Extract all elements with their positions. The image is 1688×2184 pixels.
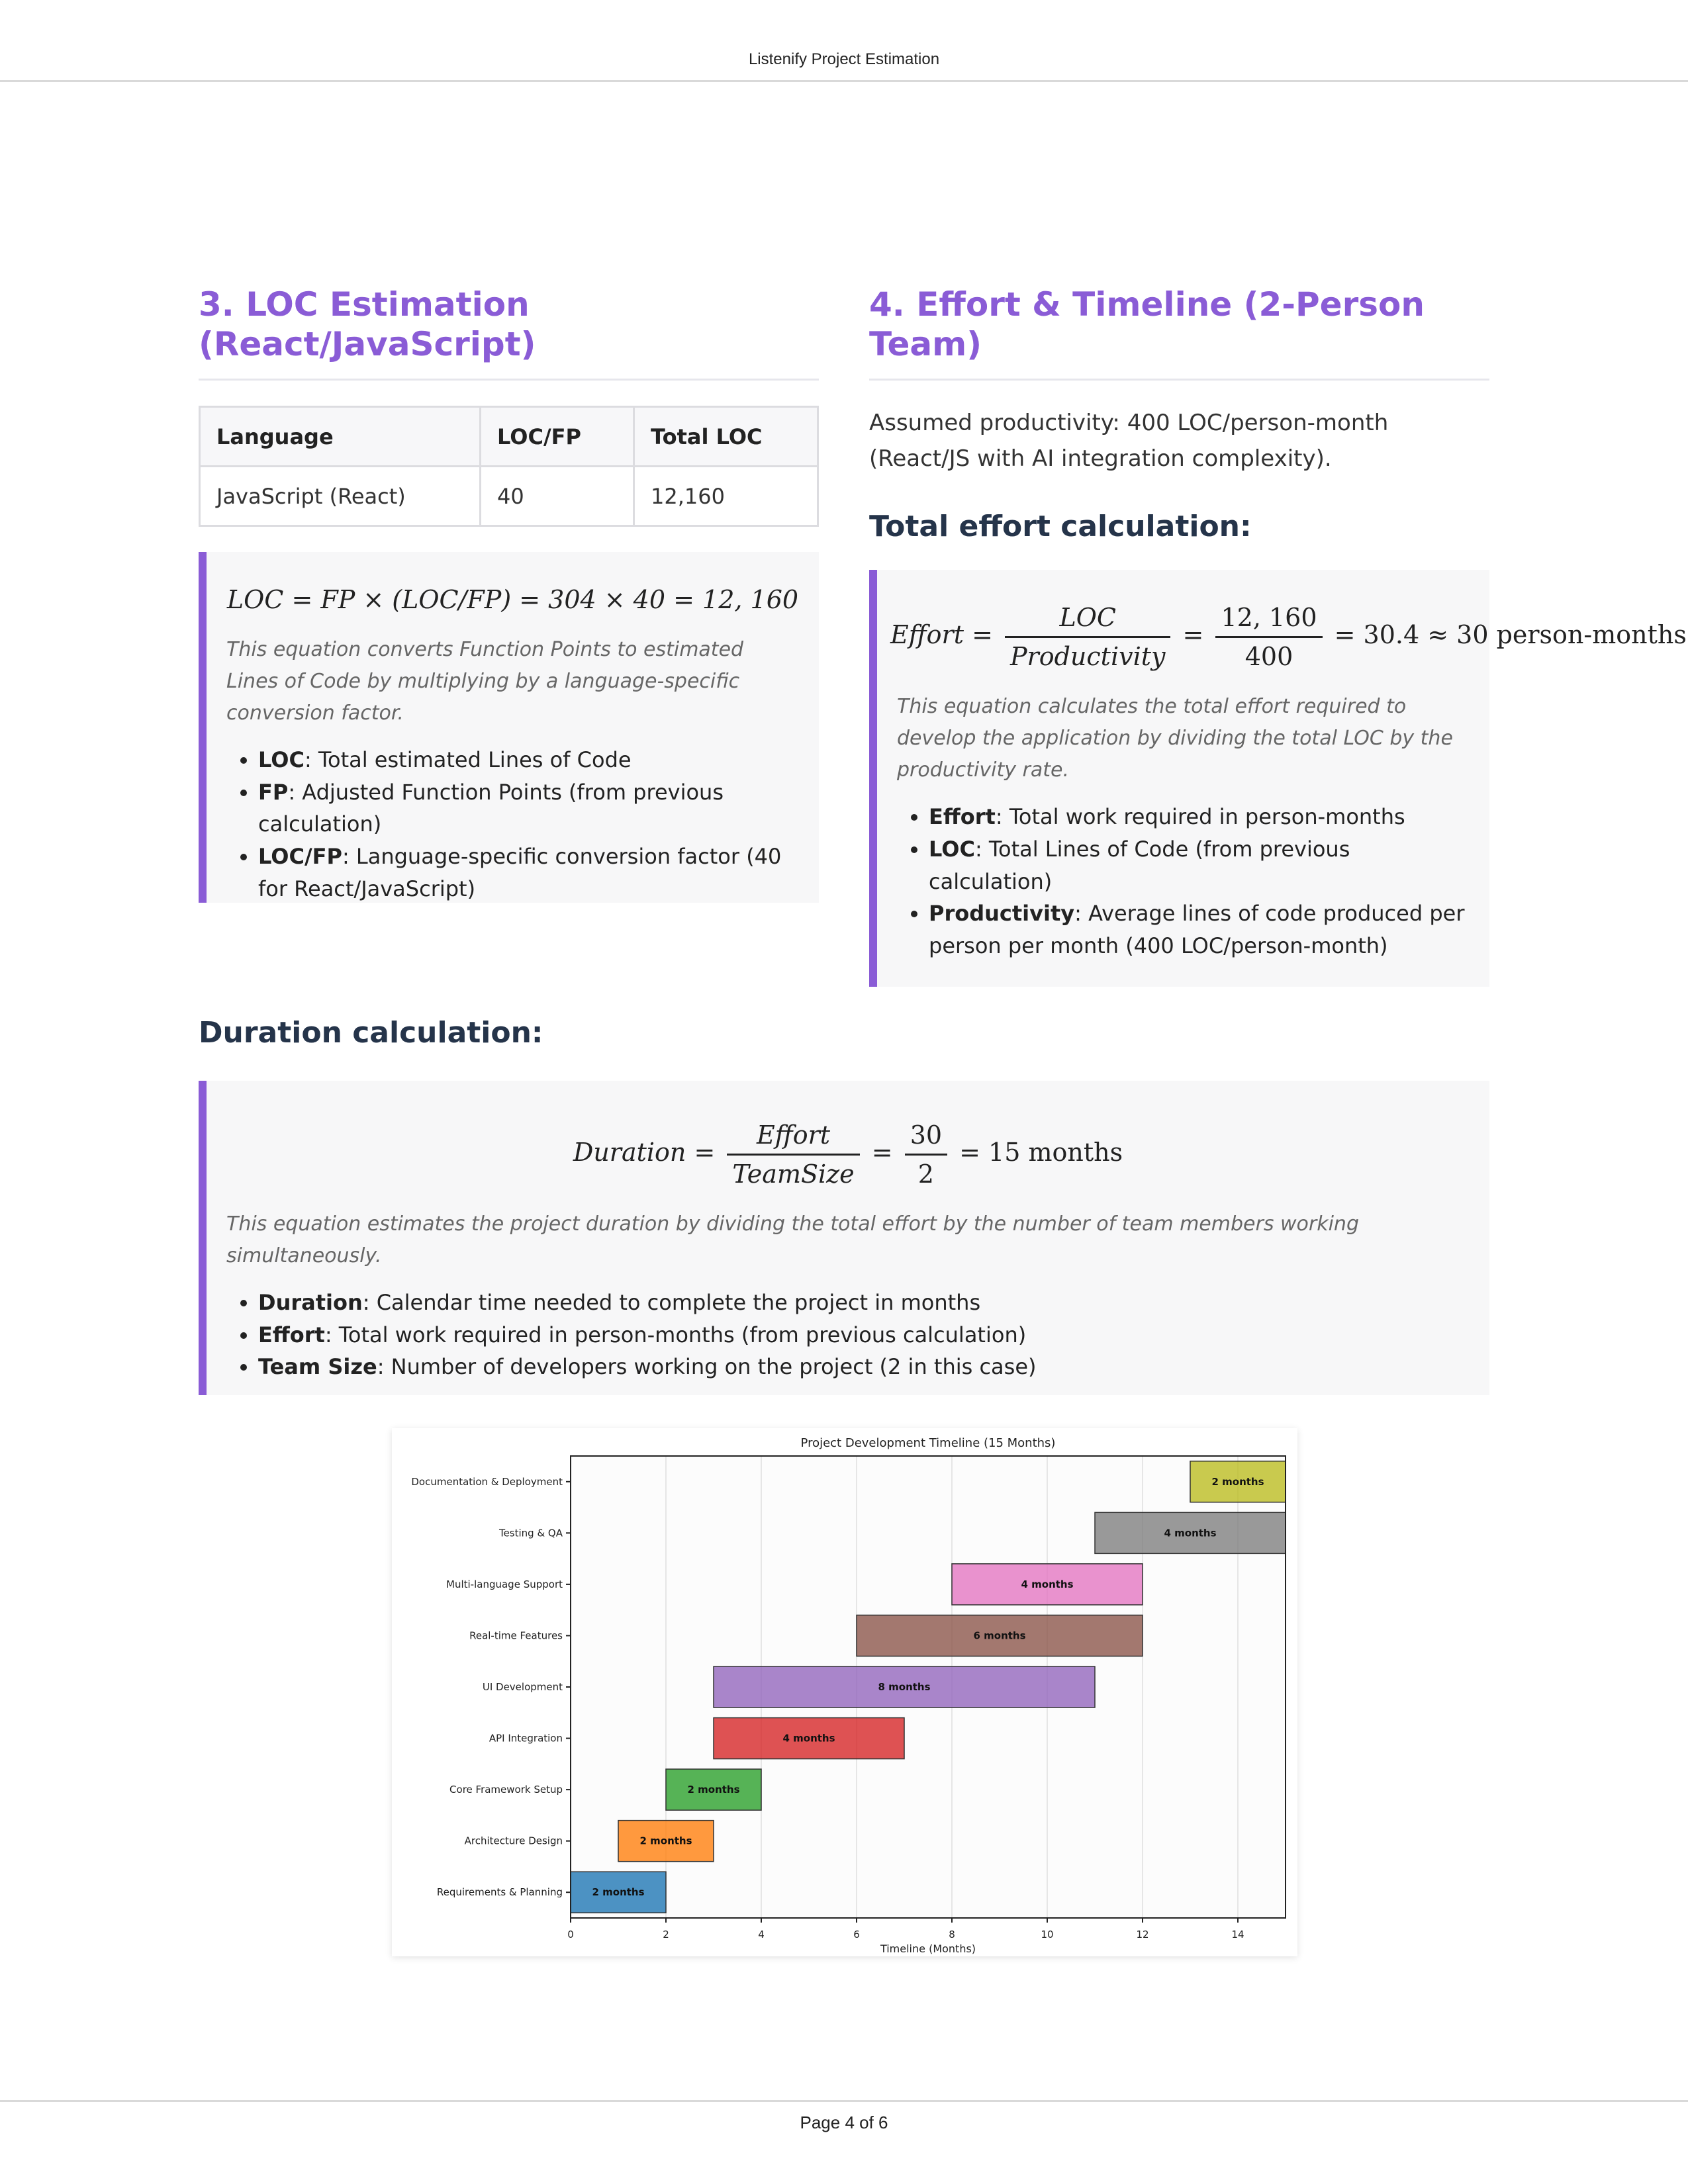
effort-equation-box (869, 570, 1687, 987)
fraction: $\frac{30}{2}$ (905, 1120, 947, 1189)
productivity-assumption: Assumed productivity: 400 LOC/person-month (React/JS with AI integration complexity). (869, 410, 1389, 472)
y-tick-label: API Integration (489, 1732, 563, 1745)
y-tick-label: Multi-language Support (446, 1578, 563, 1590)
gantt-chart-svg (392, 1428, 1297, 1956)
document-header-title: Listenify Project Estimation (748, 50, 940, 68)
y-tick-label: Testing & QA (498, 1527, 563, 1539)
bar-duration-label: 2 months (639, 1835, 692, 1847)
loc-table (199, 406, 819, 527)
x-tick-label: 14 (1231, 1929, 1244, 1940)
list-item: • Duration: Calendar time needed to complete the project in months (258, 1287, 1470, 1319)
bar-duration-label: 2 months (1211, 1475, 1264, 1488)
footer-divider (0, 2100, 1688, 2102)
header-divider (0, 80, 1688, 82)
x-axis-label: Timeline (Months) (880, 1942, 976, 1955)
list-item: • FP: Adjusted Function Points (from previous calculation) (258, 776, 799, 841)
list-item: • LOC: Total Lines of Code (from previous calculation) (929, 833, 1470, 897)
fraction: $\frac{\text{Effort}}{\text{TeamSize}}$ (727, 1120, 859, 1189)
loc-equation-box (199, 552, 819, 903)
list-item: • Team Size: Number of developers working on the project (2 in this case) (258, 1351, 1470, 1383)
list-item: • LOC/FP: Language-specific conversion factor (40 for React/JavaScript) (258, 841, 799, 905)
equation-description: This equation calculates the total effort required to develop the application by dividing the total LOC by the productivity rate. (897, 695, 1453, 782)
bar-duration-label: 4 months (1021, 1578, 1074, 1590)
variable-list (226, 1287, 1470, 1383)
y-tick-label: Requirements & Planning (436, 1886, 563, 1899)
effort-formula: Effort = $\frac{\text{LOC}}{\text{Productivity}}$ = $\frac{12, 160}{400}$ = 30.4 ≈ 30 person-months (890, 603, 1687, 672)
x-tick-label: 6 (853, 1929, 860, 1940)
chart-title: Project Development Timeline (15 Months) (800, 1436, 1056, 1450)
equation-description: This equation estimates the project duration by dividing the total effort by the number of team members working simultaneously. (226, 1212, 1359, 1267)
timeline-chart (392, 1428, 1297, 1956)
table-cell: 40 (481, 467, 634, 526)
table-cell: 12,160 (634, 467, 818, 526)
x-tick-label: 0 (567, 1929, 574, 1940)
table-row (200, 467, 818, 526)
table-cell: JavaScript (React) (200, 467, 481, 526)
loc-estimation-section (199, 285, 819, 903)
page-number: Page 4 of 6 (800, 2113, 888, 2132)
effort-timeline-section (869, 285, 1687, 987)
x-tick-label: 8 (949, 1929, 955, 1940)
duration-subheading: Duration calculation: (199, 1016, 543, 1050)
bar-duration-label: 8 months (878, 1681, 931, 1693)
list-item: • Productivity: Average lines of code produced per person per month (400 LOC/person-month) (929, 897, 1470, 962)
equation-description: This equation converts Function Points to estimated Lines of Code by multiplying by a language-specific conversion factor. (226, 638, 744, 725)
y-tick-label: Documentation & Deployment (411, 1475, 563, 1488)
bar-duration-label: 2 months (687, 1784, 740, 1796)
list-item: • Effort: Total work required in person-months (from previous calculation) (258, 1319, 1470, 1351)
effort-subheading: Total effort calculation: (869, 510, 1252, 544)
y-tick-label: Architecture Design (464, 1835, 563, 1847)
y-tick-label: UI Development (482, 1681, 563, 1693)
duration-equation-box (199, 1081, 1489, 1395)
table-header-cell: LOC/FP (481, 407, 634, 467)
effort-section-heading: 4. Effort & Timeline (2-Person Team) (869, 285, 1489, 381)
list-item: • Effort: Total work required in person-months (929, 801, 1470, 833)
y-tick-label: Core Framework Setup (449, 1784, 563, 1796)
fraction: $\frac{\text{LOC}}{\text{Productivity}}$ (1005, 603, 1170, 671)
fraction: $\frac{12, 160}{400}$ (1215, 603, 1322, 671)
x-tick-label: 4 (758, 1929, 765, 1940)
table-header-cell: Language (200, 407, 481, 467)
variable-list (226, 744, 799, 905)
x-tick-label: 10 (1041, 1929, 1054, 1940)
duration-formula: Duration = $\frac{\text{Effort}}{\text{TeamSize}}$ = $\frac{30}{2}$ = 15 months (573, 1120, 1123, 1189)
list-item: • LOC: Total estimated Lines of Code (258, 744, 799, 776)
loc-table-header-row (200, 407, 818, 467)
loc-section-heading: 3. LOC Estimation (React/JavaScript) (199, 285, 819, 381)
loc-formula: LOC = FP × (LOC/FP) = 304 × 40 = 12, 160 (226, 585, 799, 614)
table-header-cell: Total LOC (634, 407, 818, 467)
variable-list (897, 801, 1470, 962)
x-tick-label: 2 (663, 1929, 669, 1940)
bar-duration-label: 2 months (592, 1886, 645, 1899)
bar-duration-label: 4 months (1164, 1527, 1217, 1539)
bar-duration-label: 6 months (973, 1629, 1026, 1642)
y-tick-label: Real-time Features (469, 1629, 563, 1642)
bar-duration-label: 4 months (782, 1732, 835, 1745)
x-tick-label: 12 (1136, 1929, 1149, 1940)
